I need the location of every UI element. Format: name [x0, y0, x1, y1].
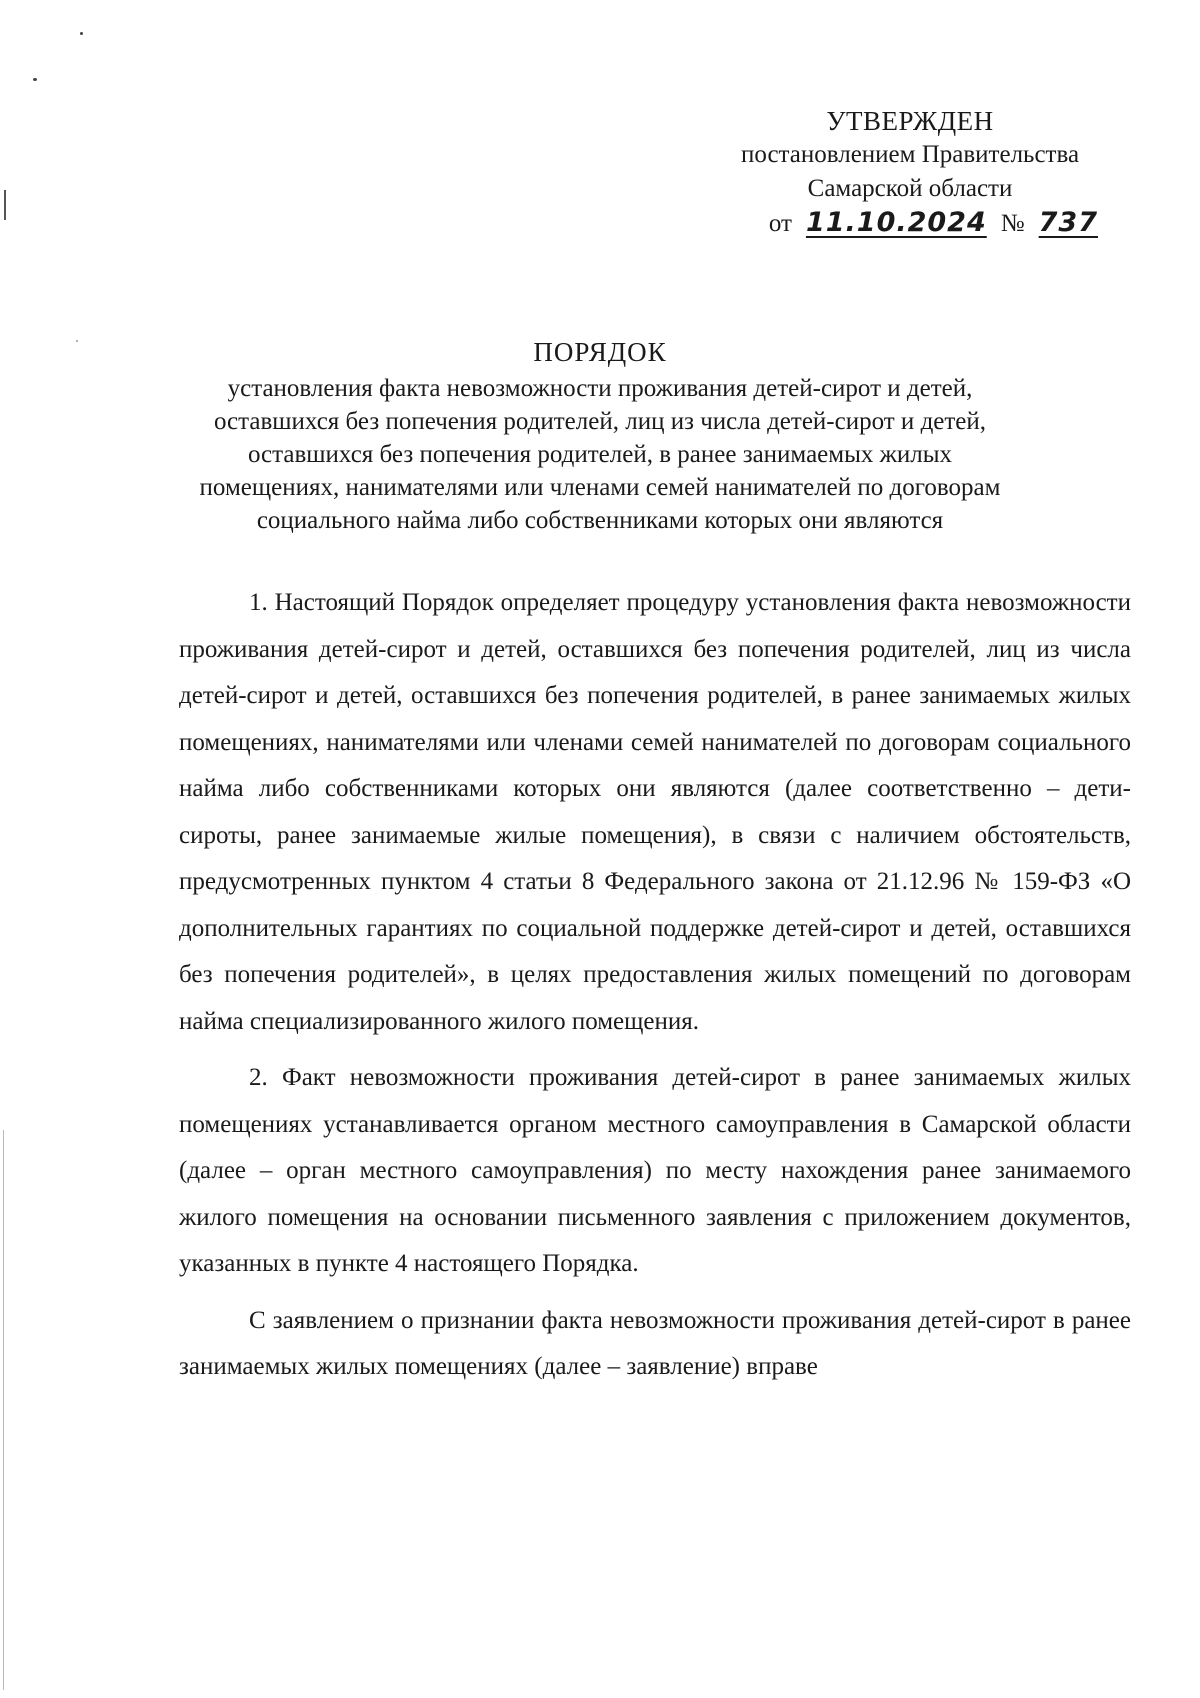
scan-speck — [76, 340, 78, 342]
document-title: ПОРЯДОК — [533, 337, 667, 367]
paragraph-2: 2. Факт невозможности проживания детей-сирот в ранее занимаемых жилых помещениях устанавливается органом местного самоуправления в Самарской области (далее – орган местного самоуправления) по месту нахождения ранее занимаемого жилого помещения на основании письменного заявления с приложением документов, указанных в пункте 4 настоящего Порядка. — [179, 1064, 1131, 1277]
scan-speck — [33, 78, 37, 81]
heading-line: оставшихся без попечения родителей, в ранее занимаемых жилых — [247, 441, 953, 468]
document-body — [179, 580, 1131, 1391]
approval-line-1: постановлением Правительства — [740, 141, 1080, 168]
approval-date-line — [690, 206, 1130, 241]
paragraph-3: С заявлением о признании факта невозможности проживания детей-сирот в ранее занимаемых жилых помещениях (далее – заявление) вправе — [179, 1306, 1131, 1380]
approval-block — [690, 104, 1130, 241]
heading-line: социального найма либо собственниками которых они являются — [256, 507, 944, 534]
heading-line: оставшихся без попечения родителей, лиц из числа детей-сирот и детей, — [213, 408, 987, 435]
approval-title: УТВЕРЖДЕН — [826, 106, 994, 136]
document-heading — [150, 337, 1050, 537]
scan-edge-mark — [4, 190, 6, 220]
approval-line-2: Самарской области — [807, 175, 1013, 202]
scan-speck — [80, 32, 83, 35]
heading-line: установления факта невозможности проживания детей-сирот и детей, — [227, 375, 973, 402]
heading-line: помещениях, нанимателями или членами семей нанимателей по договорам — [199, 474, 1001, 501]
handwritten-number: 737 — [1038, 207, 1098, 238]
from-label: от — [768, 210, 792, 237]
scan-edge-line — [3, 1130, 4, 1690]
number-label: № — [1000, 210, 1025, 237]
handwritten-date: 11.10.2024 — [805, 207, 987, 238]
paragraph-1: 1. Настоящий Порядок определяет процедуру установления факта невозможности проживания детей-сирот и детей, оставшихся без попечения родителей, лиц из числа детей-сирот и детей, оставшихся без попечения родителей, в ранее занимаемых жилых помещениях, нанимателями или членами семей нанимателей по договорам социального найма либо собственниками которых они являются (далее соответственно – дети-сироты, ранее занимаемые жилые помещения), в связи с наличием обстоятельств, предусмотренных пунктом 4 статьи 8 Федерального закона от 21.12.96 № 159-ФЗ «О дополнительных гарантиях по социальной поддержке детей-сирот и детей, оставшихся без попечения родителей», в целях предоставления жилых помещений по договорам найма специализированного жилого помещения. — [179, 589, 1131, 1035]
